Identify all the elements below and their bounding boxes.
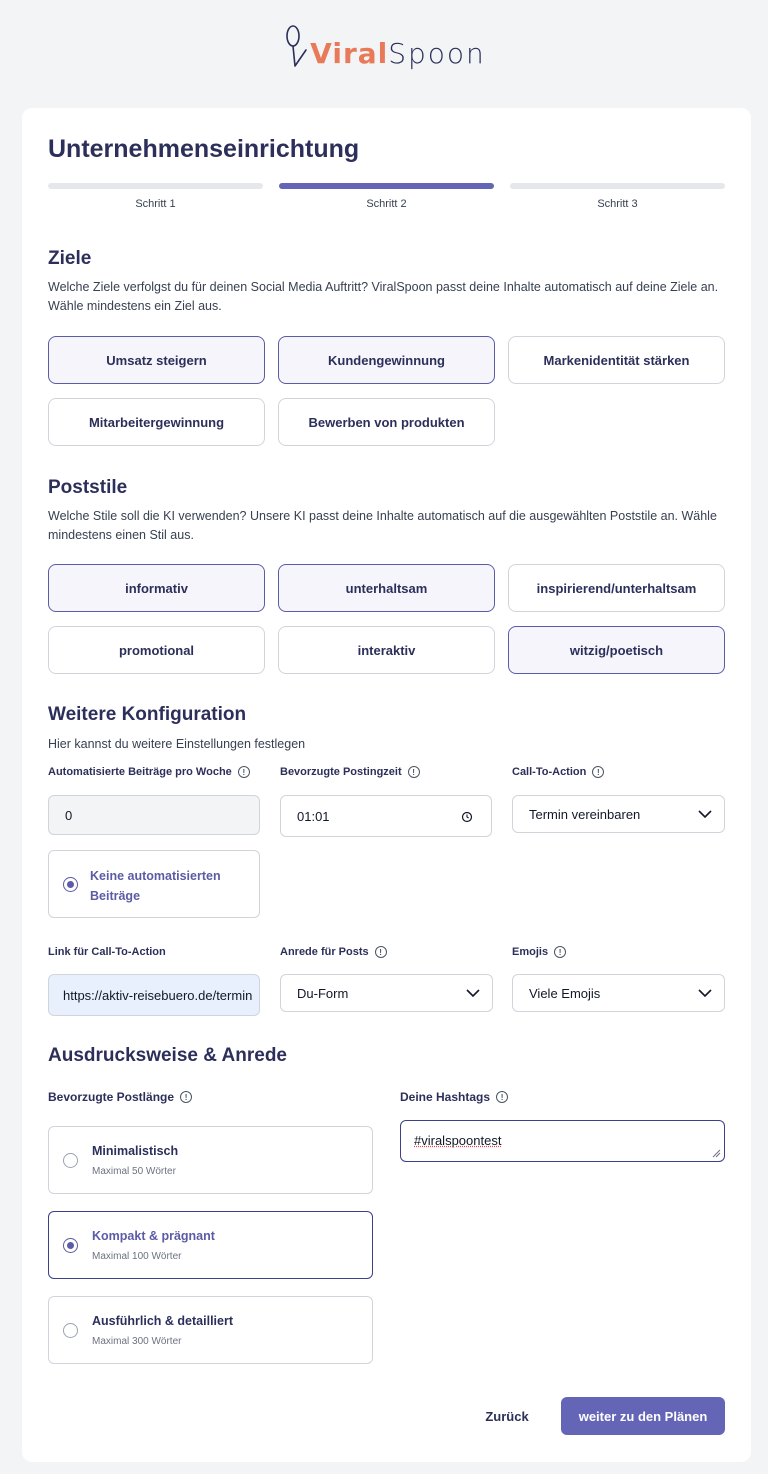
length-option-detailed-radio[interactable] xyxy=(63,1323,78,1338)
emojis-label: Emojis ! xyxy=(512,946,566,958)
back-button[interactable]: Zurück xyxy=(485,1408,529,1424)
config-title: Weitere Konfiguration xyxy=(48,704,247,725)
length-option-compact-title: Kompakt & prägnant xyxy=(92,1229,215,1243)
length-option-compact[interactable] xyxy=(48,1211,373,1279)
resize-handle-icon[interactable] xyxy=(711,1148,721,1158)
chevron-down-icon xyxy=(698,808,712,820)
length-option-compact-radio[interactable] xyxy=(63,1238,78,1253)
posts-per-week-input[interactable]: 0 xyxy=(48,795,260,835)
cta-link-input[interactable]: https://aktiv-reisebuero.de/termin xyxy=(48,974,260,1016)
emojis-select-value: Viele Emojis xyxy=(529,985,601,1001)
style-option-witzig[interactable]: witzig/poetisch xyxy=(508,626,725,674)
length-option-compact-subtitle: Maximal 100 Wörter xyxy=(92,1251,182,1262)
step-2-label: Schritt 2 xyxy=(366,198,407,210)
style-option-unterhaltsam[interactable]: unterhaltsam xyxy=(278,564,495,612)
info-circle-icon[interactable]: ! xyxy=(408,766,420,778)
posts-per-week-label: Automatisierte Beiträge pro Woche ! xyxy=(48,766,250,778)
posting-time-input[interactable] xyxy=(280,795,492,837)
length-option-detailed-subtitle: Maximal 300 Wörter xyxy=(92,1336,182,1347)
length-option-minimal-title: Minimalistisch xyxy=(92,1144,179,1158)
expression-title: Ausdrucksweise & Anrede xyxy=(48,1045,287,1066)
styles-description: Welche Stile soll die KI verwenden? Unsere KI passt deine Inhalte automatisch auf die ausgewählten Poststile an. Wähle mindestens einen Stil aus. xyxy=(48,509,717,542)
style-option-inspirierend[interactable]: inspirierend/unterhaltsam xyxy=(508,564,725,612)
goals-description: Welche Ziele verfolgst du für deinen Social Media Auftritt? ViralSpoon passt deine Inhalte automatisch auf deine Ziele an. Wähle mindestens ein Ziel aus. xyxy=(48,280,719,313)
length-option-minimal-subtitle: Maximal 50 Wörter xyxy=(92,1166,176,1177)
info-circle-icon[interactable]: ! xyxy=(375,946,387,958)
info-circle-icon[interactable]: ! xyxy=(496,1091,508,1103)
cta-select-value: Termin vereinbaren xyxy=(529,806,641,822)
step-2-bar xyxy=(279,183,494,189)
next-button[interactable]: weiter zu den Plänen xyxy=(561,1397,725,1435)
no-auto-posts-radio[interactable] xyxy=(63,877,78,892)
hashtags-textarea[interactable] xyxy=(400,1120,725,1162)
info-circle-icon[interactable]: ! xyxy=(592,766,604,778)
length-option-minimal-radio[interactable] xyxy=(63,1153,78,1168)
config-description: Hier kannst du weitere Einstellungen festlegen xyxy=(48,737,306,751)
goal-option-revenue[interactable]: Umsatz steigern xyxy=(48,336,265,384)
brand-name-spoon: Spoon xyxy=(388,37,486,70)
chevron-down-icon xyxy=(698,987,712,999)
emojis-select[interactable] xyxy=(512,974,725,1012)
step-3-label: Schritt 3 xyxy=(597,198,638,210)
step-1-label: Schritt 1 xyxy=(135,198,176,210)
step-1-bar xyxy=(48,183,263,189)
goal-option-employees[interactable]: Mitarbeitergewinnung xyxy=(48,398,265,446)
length-option-detailed-title: Ausführlich & detailliert xyxy=(92,1314,233,1328)
length-option-detailed[interactable] xyxy=(48,1296,373,1364)
cta-select[interactable] xyxy=(512,795,725,833)
posting-time-value: 01:01 xyxy=(297,808,330,824)
salutation-label: Anrede für Posts ! xyxy=(280,946,387,958)
posting-time-label: Bevorzugte Postingzeit ! xyxy=(280,766,420,778)
step-3-bar xyxy=(510,183,725,189)
style-option-informativ[interactable]: informativ xyxy=(48,564,265,612)
styles-title: Poststile xyxy=(48,477,128,498)
hashtags-value: #viralspoontest xyxy=(414,1133,502,1148)
clock-icon[interactable] xyxy=(461,811,473,823)
brand-name-viral: Viral xyxy=(310,37,389,70)
page-title: Unternehmenseinrichtung xyxy=(48,135,360,163)
goal-option-products[interactable]: Bewerben von produkten xyxy=(278,398,495,446)
goals-title: Ziele xyxy=(48,248,92,269)
no-auto-posts-label: Keine automatisierten Beiträge xyxy=(90,869,221,903)
chevron-down-icon xyxy=(466,987,480,999)
style-option-interaktiv[interactable]: interaktiv xyxy=(278,626,495,674)
info-circle-icon[interactable]: ! xyxy=(180,1091,192,1103)
style-option-promotional[interactable]: promotional xyxy=(48,626,265,674)
length-option-minimal[interactable] xyxy=(48,1126,373,1194)
info-circle-icon[interactable]: ! xyxy=(238,766,250,778)
salutation-select[interactable] xyxy=(280,974,493,1012)
goal-option-brand[interactable]: Markenidentität stärken xyxy=(508,336,725,384)
salutation-select-value: Du-Form xyxy=(297,985,349,1001)
cta-label: Call-To-Action ! xyxy=(512,766,604,778)
spoon-icon xyxy=(282,24,308,70)
info-circle-icon[interactable]: ! xyxy=(554,946,566,958)
goal-option-customers[interactable]: Kundengewinnung xyxy=(278,336,495,384)
hashtags-label: Deine Hashtags ! xyxy=(400,1090,508,1104)
cta-link-label: Link für Call-To-Action xyxy=(48,946,166,958)
brand-logo xyxy=(0,22,768,72)
post-length-label: Bevorzugte Postlänge ! xyxy=(48,1090,192,1104)
